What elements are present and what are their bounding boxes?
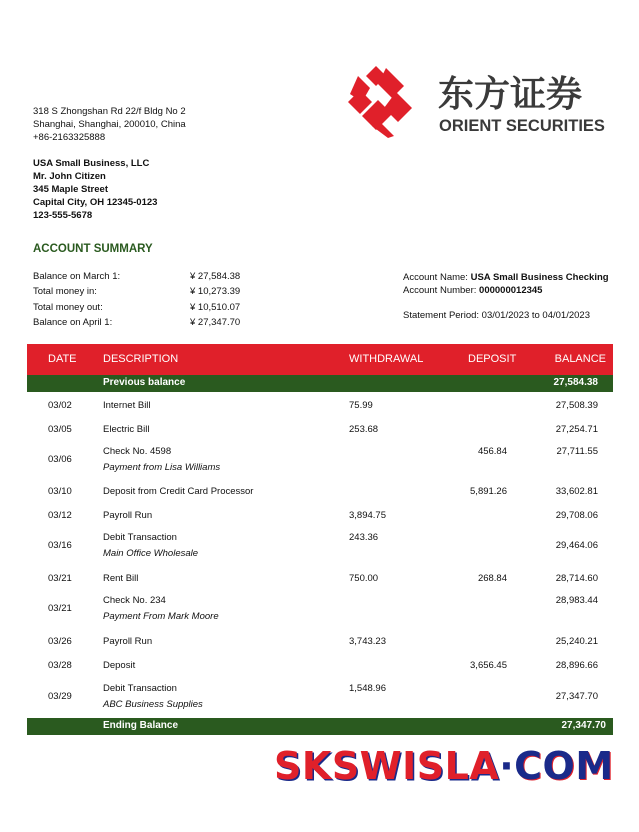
table-row (27, 394, 613, 418)
table-row (27, 527, 613, 567)
customer-street: 345 Maple Street (33, 184, 108, 195)
table-row (27, 504, 613, 527)
row-date: 03/21 (48, 573, 72, 584)
row-withdrawal: 1,548.96 (349, 683, 386, 694)
row-balance: 27,347.70 (555, 691, 598, 702)
bank-address-line2: Shanghai, Shanghai, 200010, China (33, 119, 186, 130)
row-desc-sub: Payment From Mark Moore (103, 611, 219, 622)
summary-value: ¥ 27,347.70 (190, 317, 241, 329)
row-date: 03/02 (48, 400, 72, 411)
row-balance: 29,708.06 (555, 510, 598, 521)
previous-balance-row (27, 375, 613, 392)
ending-balance-label: Ending Balance (103, 720, 179, 731)
row-desc-main: Deposit from Credit Card Processor (103, 486, 254, 497)
row-date: 03/05 (48, 424, 72, 435)
customer-company: USA Small Business, LLC (33, 158, 150, 169)
row-date: 03/16 (48, 540, 72, 551)
ending-balance-row (27, 718, 613, 735)
row-desc-main: Internet Bill (103, 400, 151, 411)
row-date: 03/06 (48, 454, 72, 465)
summary-row (33, 269, 270, 284)
account-number-label: Account Number: (403, 285, 477, 296)
row-withdrawal: 243.36 (349, 532, 379, 543)
table-row (27, 441, 613, 480)
logo-emblem-icon (348, 66, 412, 138)
account-name-label: Account Name: (403, 272, 468, 283)
row-desc-main: Debit Transaction (103, 683, 177, 694)
account-summary-table (33, 269, 270, 330)
table-row (27, 678, 613, 717)
customer-city: Capital City, OH 12345-0123 (33, 197, 158, 208)
row-description (103, 683, 203, 710)
row-desc-main: Payroll Run (103, 636, 153, 647)
customer-address (33, 157, 157, 222)
row-balance: 25,240.21 (555, 636, 598, 647)
table-header (27, 344, 613, 375)
account-number-value: 000000012345 (479, 285, 543, 296)
summary-label: Balance on March 1: (33, 271, 121, 283)
row-date: 03/21 (48, 603, 72, 614)
row-description (103, 595, 219, 622)
previous-balance-value: 27,584.38 (553, 377, 598, 388)
table-row (27, 630, 613, 654)
row-date: 03/28 (48, 660, 72, 671)
row-description (103, 400, 151, 411)
row-balance: 28,983.44 (555, 595, 598, 606)
orient-securities-logo (348, 64, 610, 140)
row-desc-sub: Payment from Lisa Williams (103, 462, 221, 473)
watermark-main: SKSWISLA (274, 744, 500, 788)
transactions-table (27, 344, 613, 735)
row-withdrawal: 750.00 (349, 573, 379, 584)
watermark (274, 744, 614, 788)
row-date: 03/26 (48, 636, 72, 647)
row-deposit: 3,656.45 (470, 660, 507, 671)
row-balance: 28,896.66 (555, 660, 598, 671)
account-name-value: USA Small Business Checking (470, 272, 609, 283)
row-withdrawal: 3,894.75 (349, 510, 386, 521)
customer-phone: 123-555-5678 (33, 210, 93, 221)
header-description: DESCRIPTION (103, 353, 179, 365)
table-row (27, 567, 613, 590)
summary-row (33, 300, 270, 315)
row-date: 03/10 (48, 486, 72, 497)
summary-label: Balance on April 1: (33, 317, 113, 329)
row-balance: 33,602.81 (555, 486, 598, 497)
summary-value: ¥ 27,584.38 (190, 271, 241, 283)
table-row (27, 590, 613, 630)
row-desc-sub: ABC Business Supplies (103, 699, 203, 710)
summary-label: Total money out: (33, 301, 103, 313)
row-deposit: 5,891.26 (470, 486, 507, 497)
row-balance: 27,711.55 (556, 446, 598, 457)
bank-address (33, 105, 186, 144)
row-balance: 27,254.71 (555, 424, 598, 435)
row-description (103, 532, 198, 559)
row-deposit: 456.84 (477, 446, 507, 457)
watermark-dot: · (499, 744, 515, 788)
row-description (103, 660, 135, 671)
row-withdrawal: 253.68 (349, 424, 379, 435)
row-desc-main: Debit Transaction (103, 532, 177, 543)
bank-address-line1: 318 S Zhongshan Rd 22/f Bldg No 2 (33, 106, 186, 117)
row-balance: 27,508.39 (555, 400, 598, 411)
ending-balance-value: 27,347.70 (561, 720, 606, 731)
row-desc-sub: Main Office Wholesale (103, 548, 199, 559)
statement-period: Statement Period: 03/01/2023 to 04/01/2023 (403, 310, 590, 321)
row-description (103, 636, 152, 647)
row-balance: 28,714.60 (555, 573, 598, 584)
row-date: 03/12 (48, 510, 72, 521)
header-withdrawal: WITHDRAWAL (349, 353, 424, 365)
account-summary-title: ACCOUNT SUMMARY (33, 243, 153, 255)
row-desc-main: Deposit (103, 660, 136, 671)
watermark-tld: COM (514, 744, 614, 788)
summary-row (33, 315, 270, 330)
account-info (403, 271, 609, 297)
bank-phone: +86-2163325888 (33, 132, 106, 143)
customer-name: Mr. John Citizen (33, 171, 106, 182)
table-row (27, 418, 613, 441)
summary-label: Total money in: (33, 286, 97, 298)
row-description (103, 573, 138, 584)
summary-value: ¥ 10,510.07 (190, 301, 241, 313)
row-desc-main: Check No. 234 (103, 595, 166, 606)
logo-en-text: ORIENT SECURITIES (439, 117, 605, 135)
header-balance: BALANCE (554, 353, 606, 365)
row-date: 03/29 (48, 691, 72, 702)
row-desc-main: Payroll Run (103, 510, 153, 521)
table-row (27, 654, 613, 678)
row-deposit: 268.84 (477, 573, 507, 584)
previous-balance-label: Previous balance (103, 377, 186, 388)
logo-cn-text: 东方证券 (438, 74, 583, 115)
row-description (103, 424, 149, 435)
row-desc-main: Rent Bill (103, 573, 139, 584)
row-withdrawal: 75.99 (349, 400, 373, 411)
row-description (103, 486, 253, 497)
row-balance: 29,464.06 (555, 540, 598, 551)
transaction-rows (27, 392, 613, 717)
summary-row (33, 284, 270, 299)
row-withdrawal: 3,743.23 (349, 636, 386, 647)
table-row (27, 480, 613, 504)
row-description (103, 510, 152, 521)
row-desc-main: Electric Bill (103, 424, 150, 435)
header-deposit: DEPOSIT (468, 353, 517, 365)
header-date: DATE (48, 353, 77, 365)
row-desc-main: Check No. 4598 (103, 446, 172, 457)
row-description (103, 446, 220, 473)
summary-value: ¥ 10,273.39 (190, 286, 241, 298)
